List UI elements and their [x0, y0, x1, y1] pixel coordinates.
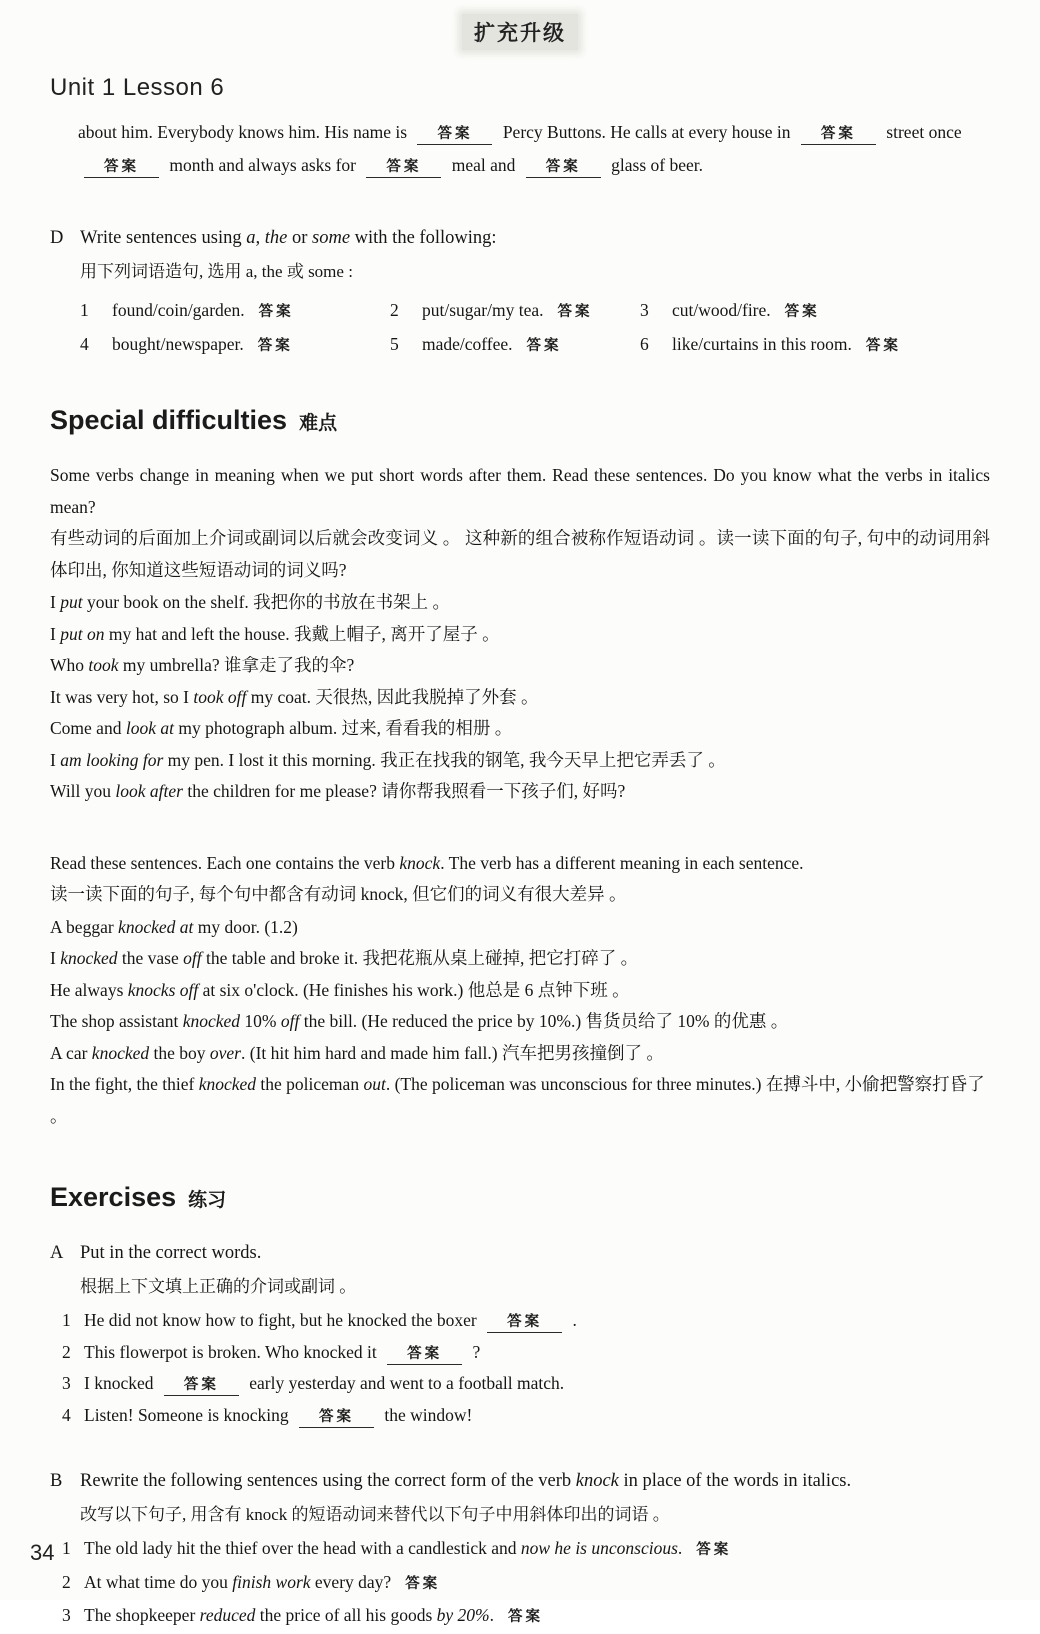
answer-link[interactable]: 答案: [299, 1408, 374, 1428]
exercise-item: [50, 1600, 990, 1634]
text-segment: off: [280, 1011, 300, 1031]
text-segment: .: [568, 1310, 577, 1330]
knock-intro-en: [50, 848, 990, 880]
example-line: [50, 776, 990, 808]
text-segment: took off: [193, 686, 247, 707]
phrase-item: [80, 334, 390, 355]
answer-link[interactable]: 答案: [557, 304, 593, 320]
example-line: [50, 943, 990, 975]
text-segment: month and always asks for: [165, 155, 361, 175]
phrase-grid: [80, 300, 990, 355]
text-segment: at six o'clock. (He finishes his work.) 他总是 6 点钟下班 。: [198, 979, 630, 1000]
text-segment: in place of the words in italics.: [618, 1471, 852, 1491]
text-segment: I: [50, 948, 61, 968]
example-line: [50, 1038, 990, 1070]
header-row: [50, 14, 990, 50]
answer-link[interactable]: 答案: [696, 1542, 732, 1558]
item-number: 3: [62, 1605, 71, 1625]
text-segment: took: [88, 655, 119, 675]
example-line: [50, 650, 990, 682]
section-title: [80, 1243, 261, 1264]
text-segment: Put in the correct words.: [80, 1243, 262, 1263]
page-number: 34: [30, 1540, 55, 1565]
text-segment: Who: [50, 655, 89, 675]
exercise-item: [50, 1567, 990, 1601]
text-segment: I: [50, 749, 61, 770]
phrase-item: [640, 334, 990, 355]
answer-link[interactable]: 答案: [865, 338, 901, 354]
text-segment: now he is unconscious: [520, 1538, 678, 1558]
heading-zh: 练习: [188, 1190, 227, 1211]
exercises-heading: [50, 1182, 990, 1213]
special-intro-en: [50, 460, 990, 523]
text-segment: Some verbs change in meaning when we put short words after them. Read these sentences. Do you know what the verbs in italics mean?: [50, 465, 990, 517]
item-text: [84, 1368, 990, 1400]
text-segment: the table and broke it. 我把花瓶从桌上碰掉, 把它打碎了 。: [201, 948, 639, 968]
text-segment: reduced: [199, 1605, 256, 1625]
answer-link[interactable]: 答案: [801, 125, 876, 145]
item-number: 1: [80, 300, 89, 320]
text-segment: street once: [881, 122, 962, 142]
section-letter: A: [50, 1243, 64, 1263]
text-segment: knock: [399, 852, 441, 873]
text-segment: the bill. (He reduced the price by 10%.) 售货员给了 10% 的优惠 。: [299, 1011, 789, 1031]
item-text: [84, 1533, 990, 1567]
item-number: 4: [62, 1404, 71, 1425]
text-segment: Percy Buttons. He calls at every house in: [498, 122, 795, 142]
answer-link[interactable]: 答案: [784, 304, 820, 320]
text-segment: At what time do you: [84, 1571, 233, 1592]
exercise-item: [50, 1533, 990, 1567]
text-segment: Rewrite the following sentences using the correct form of the verb: [80, 1471, 576, 1491]
text-segment: my coat. 天很热, 因此我脱掉了外套 。: [246, 686, 539, 707]
heading-zh: 难点: [299, 413, 338, 434]
item-text: [84, 1567, 990, 1601]
item-number: 4: [80, 334, 89, 354]
text-segment: Read these sentences. Each one contains the verb: [50, 852, 400, 873]
phrase-item: [390, 334, 640, 355]
heading-en: Special difficulties: [50, 405, 288, 435]
answer-link[interactable]: 答案: [164, 1376, 239, 1396]
text-segment: my pen. I lost it this morning. 我正在找我的钢笔, 我今天早上把它弄丢了 。: [163, 749, 726, 770]
text-segment: every day?: [310, 1571, 392, 1592]
example-line: [50, 1069, 990, 1132]
text-segment: He always: [50, 979, 128, 1000]
section-d-heading: [50, 228, 990, 249]
text-segment: the window!: [380, 1404, 473, 1425]
special-examples: [50, 587, 990, 808]
phrase-text: put/sugar/my tea.: [422, 300, 544, 320]
text-segment: Write sentences using: [80, 228, 247, 248]
answer-link[interactable]: 答案: [366, 158, 441, 178]
exercise-a: [50, 1243, 990, 1431]
phrase-text: like/curtains in this room.: [672, 334, 852, 354]
item-number: 3: [640, 300, 649, 320]
phrase-item: [640, 300, 990, 321]
section-subtitle: 用下列词语造句, 选用 a, the 或 some :: [80, 262, 353, 281]
section-letter: D: [50, 228, 64, 248]
exercise-a-items: [50, 1305, 990, 1431]
intro-paragraph: [78, 116, 990, 182]
text-segment: about him. Everybody knows him. His name is: [78, 122, 412, 142]
text-segment: the children for me please? 请你帮我照看一下孩子们, 好吗?: [182, 781, 626, 801]
text-segment: . (The policeman was unconscious for three minutes.) 在搏斗中, 小偷把警察打昏了 。: [50, 1074, 985, 1126]
text-segment: off: [183, 948, 202, 968]
item-number: 3: [62, 1373, 71, 1393]
exercise-b-items: [50, 1533, 990, 1634]
knock-intro-zh: 读一读下面的句子, 每个句中都含有动词 knock, 但它们的词义有很大差异 。: [50, 884, 627, 904]
section-subtitle: 改写以下句子, 用含有 knock 的短语动词来替代以下句子中用斜体印出的词语 。: [80, 1505, 670, 1524]
answer-link[interactable]: 答案: [84, 158, 159, 178]
section-badge: 扩充升级: [462, 14, 578, 50]
section-subtitle: 根据上下文填上正确的介词或副词 。: [80, 1277, 357, 1296]
text-segment: my hat and left the house. 我戴上帽子, 离开了屋子 。: [104, 623, 500, 644]
text-segment: ?: [468, 1341, 481, 1362]
text-segment: or: [287, 228, 313, 248]
text-segment: 10%: [240, 1011, 281, 1031]
example-line: [50, 619, 990, 651]
text-segment: This flowerpot is broken. Who knocked it: [84, 1341, 382, 1362]
phrase-item: [390, 300, 640, 321]
item-number: 2: [62, 1341, 71, 1362]
text-segment: The shopkeeper: [84, 1605, 200, 1625]
text-segment: .: [489, 1605, 495, 1625]
text-segment: by 20%: [436, 1605, 490, 1625]
knock-examples: [50, 912, 990, 1133]
answer-link[interactable]: 答案: [526, 158, 601, 178]
phrase-text: bought/newspaper.: [112, 334, 244, 354]
text-segment: . The verb has a different meaning in each sentence.: [440, 852, 804, 873]
text-segment: The shop assistant: [50, 1011, 183, 1031]
answer-link[interactable]: 答案: [258, 304, 294, 320]
text-segment: the vase: [117, 948, 184, 968]
example-line: [50, 745, 990, 777]
text-segment: Come and: [50, 718, 126, 738]
example-line: [50, 1006, 990, 1038]
phrase-item: [80, 300, 390, 321]
text-segment: . (It hit him hard and made him fall.) 汽车把男孩撞倒了 。: [241, 1042, 664, 1063]
phrase-text: cut/wood/fire.: [672, 300, 771, 320]
section-title: [80, 1471, 851, 1492]
text-segment: look at: [125, 718, 174, 738]
item-number: 5: [390, 334, 399, 354]
text-segment: early yesterday and went to a football match.: [244, 1373, 565, 1393]
text-segment: The old lady hit the thief over the head with a candlestick and: [84, 1538, 521, 1558]
unit-heading: Unit 1 Lesson 6: [50, 74, 225, 101]
item-text: [84, 1337, 990, 1369]
answer-link[interactable]: 答案: [405, 1575, 441, 1592]
text-segment: I: [50, 592, 61, 612]
text-segment: my photograph album. 过来, 看看我的相册 。: [173, 718, 513, 738]
exercise-a-heading: [50, 1243, 990, 1264]
text-segment: A beggar: [50, 916, 119, 937]
special-difficulties-heading: [50, 405, 990, 436]
item-number: 6: [640, 334, 649, 354]
exercise-item: [50, 1400, 990, 1432]
text-segment: the price of all his goods: [255, 1605, 437, 1625]
text-segment: knocked: [198, 1074, 257, 1094]
item-number: 1: [62, 1538, 71, 1558]
item-text: [84, 1600, 990, 1634]
text-segment: knocked: [60, 948, 118, 968]
item-text: [84, 1400, 990, 1432]
text-segment: with the following:: [350, 228, 497, 248]
example-line: [50, 682, 990, 714]
special-intro-zh: 有些动词的后面加上介词或副词以后就会改变词义 。 这种新的组合被称作短语动词 。读一读下面的句子, 句中的动词用斜体印出, 你知道这些短语动词的词义吗?: [50, 528, 990, 580]
text-segment: out: [363, 1074, 386, 1094]
text-segment: It was very hot, so I: [50, 686, 194, 707]
text-segment: knock: [575, 1471, 619, 1491]
answer-link[interactable]: 答案: [508, 1609, 544, 1625]
phrase-text: made/coffee.: [422, 334, 513, 354]
text-segment: knocks off: [127, 979, 199, 1000]
example-line: [50, 912, 990, 944]
exercise-item: [50, 1368, 990, 1400]
text-segment: the boy: [149, 1042, 210, 1063]
text-segment: am looking for: [60, 749, 164, 770]
heading-en: Exercises: [50, 1182, 177, 1212]
text-segment: meal and: [447, 155, 520, 175]
text-segment: look after: [115, 781, 183, 801]
text-segment: some: [312, 228, 351, 248]
answer-link[interactable]: 答案: [417, 125, 492, 145]
section-title: [80, 228, 497, 249]
text-segment: over: [209, 1042, 241, 1063]
item-number: 1: [62, 1310, 71, 1330]
exercise-b-heading: [50, 1471, 990, 1492]
answer-link[interactable]: 答案: [387, 1345, 462, 1365]
example-line: [50, 587, 990, 619]
text-segment: In the fight, the thief: [50, 1074, 199, 1094]
exercise-b: [50, 1471, 990, 1634]
exercise-item: [50, 1337, 990, 1369]
text-segment: a, the: [246, 228, 288, 248]
phrase-text: found/coin/garden.: [112, 300, 245, 320]
answer-link[interactable]: 答案: [487, 1313, 562, 1333]
answer-link[interactable]: 答案: [257, 338, 293, 354]
section-letter: B: [50, 1471, 63, 1491]
text-segment: Listen! Someone is knocking: [84, 1404, 294, 1425]
text-segment: He did not know how to fight, but he knocked the boxer: [84, 1310, 482, 1330]
section-d: [50, 228, 990, 355]
text-segment: my umbrella? 谁拿走了我的伞?: [118, 655, 355, 675]
text-segment: knocked at: [118, 916, 194, 937]
example-line: [50, 975, 990, 1007]
text-segment: the policeman: [256, 1074, 364, 1094]
text-segment: A car: [50, 1042, 92, 1063]
text-segment: finish work: [232, 1571, 311, 1592]
item-number: 2: [62, 1571, 71, 1592]
text-segment: knocked: [91, 1042, 150, 1063]
text-segment: put: [60, 592, 83, 612]
text-segment: Will you: [50, 781, 116, 801]
item-number: 2: [390, 300, 399, 320]
answer-link[interactable]: 答案: [526, 338, 562, 354]
exercise-item: [50, 1305, 990, 1337]
text-segment: my door. (1.2): [193, 916, 298, 937]
text-segment: I: [50, 623, 61, 644]
text-segment: glass of beer.: [606, 155, 704, 175]
text-segment: knocked: [182, 1011, 241, 1031]
text-segment: .: [677, 1538, 683, 1558]
text-segment: I knocked: [84, 1373, 158, 1393]
text-segment: your book on the shelf. 我把你的书放在书架上 。: [82, 592, 451, 612]
text-segment: put on: [60, 623, 105, 644]
example-line: [50, 713, 990, 745]
item-text: [84, 1305, 990, 1337]
